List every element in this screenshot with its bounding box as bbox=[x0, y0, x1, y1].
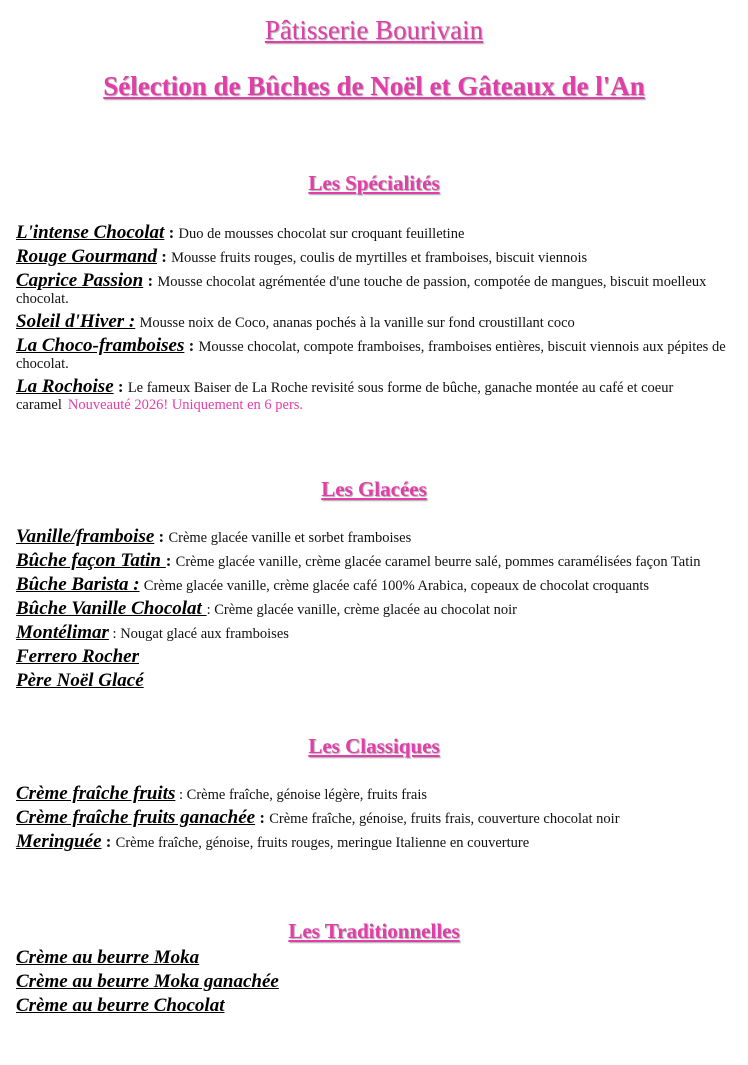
item-separator: : bbox=[175, 787, 187, 804]
item-name-link[interactable]: Bûche Vanille Chocolat bbox=[16, 598, 207, 620]
item-name-link[interactable]: Père Noël Glacé bbox=[16, 670, 144, 692]
list-item bbox=[16, 785, 732, 804]
item-name-link[interactable]: Meringuée bbox=[16, 831, 102, 853]
list-item bbox=[16, 672, 732, 691]
item-description: Crème fraîche, génoise légère, fruits frais bbox=[186, 787, 428, 804]
item-name-link[interactable]: Crème fraîche fruits ganachée bbox=[16, 807, 256, 829]
list-item bbox=[16, 576, 732, 595]
item-description: Mousse chocolat agrémentée d'une touche de passion, compotée de mangues, biscuit moelleux chocolat. bbox=[16, 273, 707, 307]
item-separator: : bbox=[255, 808, 270, 828]
item-description: Mousse fruits rouges, coulis de myrtilles et framboises, biscuit viennois bbox=[171, 249, 588, 266]
item-name-link[interactable]: La Rochoise bbox=[16, 375, 114, 397]
item-name-link[interactable]: Bûche façon Tatin bbox=[16, 550, 166, 572]
item-name-link[interactable]: La Choco-framboises bbox=[16, 334, 185, 356]
item-separator: : bbox=[143, 270, 158, 290]
list-item bbox=[16, 221, 732, 243]
item-separator: : bbox=[165, 551, 176, 571]
item-name-link[interactable]: Caprice Passion bbox=[16, 269, 144, 291]
section-heading-specialites[interactable]: Les Spécialités bbox=[308, 170, 440, 195]
item-name-link[interactable]: L'intense Chocolat bbox=[16, 221, 165, 243]
list-item bbox=[16, 994, 732, 1016]
item-description: Crème glacée vanille, crème glacée au chocolat noir bbox=[214, 602, 517, 619]
item-separator: : bbox=[164, 222, 179, 242]
item-description: Nougat glacé aux framboises bbox=[120, 626, 289, 643]
list-item bbox=[16, 946, 732, 968]
item-description: Crème fraîche, génoise, fruits rouges, meringue Italienne en couverture bbox=[115, 835, 530, 852]
item-name-link[interactable]: Crème fraîche fruits bbox=[16, 783, 176, 805]
list-item bbox=[16, 624, 732, 643]
item-name-link[interactable]: Montélimar bbox=[16, 622, 109, 644]
item-separator: : bbox=[154, 527, 169, 547]
new-item-note: Nouveauté 2026! Uniquement en 6 pers. bbox=[67, 396, 304, 413]
item-separator: : bbox=[156, 246, 172, 266]
item-description: Duo de mousses chocolat sur croquant feuilletine bbox=[178, 225, 465, 242]
list-item bbox=[16, 310, 732, 332]
list-item bbox=[16, 648, 732, 667]
list-item bbox=[16, 245, 732, 267]
item-separator: : bbox=[206, 602, 215, 619]
item-description: Crème glacée vanille, crème glacée caramel beurre salé, pommes caramélisées façon Tatin bbox=[175, 554, 701, 571]
item-separator: : bbox=[108, 626, 121, 643]
specialites-list bbox=[16, 221, 732, 414]
list-item bbox=[16, 334, 732, 373]
section-heading-traditionnelles[interactable]: Les Traditionnelles bbox=[288, 919, 460, 944]
glacees-list bbox=[16, 528, 732, 691]
item-name-link[interactable]: Soleil d'Hiver : bbox=[16, 310, 136, 332]
item-description: Crème glacée vanille et sorbet framboises bbox=[168, 530, 412, 547]
list-item bbox=[16, 552, 732, 571]
shop-name-link[interactable]: Pâtisserie Bourivain bbox=[264, 15, 484, 45]
item-separator: : bbox=[113, 376, 128, 396]
item-name-link[interactable]: Ferrero Rocher bbox=[16, 646, 139, 668]
item-description: Le fameux Baiser de La Roche revisité sous forme de bûche, ganache montée au café et coeur caramel bbox=[16, 379, 674, 413]
traditionnelles-list bbox=[16, 946, 732, 1016]
classiques-list bbox=[16, 785, 732, 852]
item-description: Mousse noix de Coco, ananas pochés à la vanille sur fond croustillant coco bbox=[139, 314, 575, 331]
item-description: Mousse chocolat, compote framboises, framboises entières, biscuit viennois aux pépites de chocolat. bbox=[16, 338, 726, 372]
list-item bbox=[16, 809, 732, 828]
list-item bbox=[16, 375, 732, 414]
section-heading-classiques[interactable]: Les Classiques bbox=[308, 734, 440, 759]
item-separator: : bbox=[184, 335, 199, 355]
section-heading-glacees[interactable]: Les Glacées bbox=[321, 476, 427, 501]
item-description: Crème glacée vanille, crème glacée café 100% Arabica, copeaux de chocolat croquants bbox=[143, 578, 650, 595]
item-name-link[interactable]: Vanille/framboise bbox=[16, 526, 155, 548]
item-separator: : bbox=[101, 832, 116, 852]
item-name-link[interactable]: Bûche Barista : bbox=[16, 574, 140, 596]
page-title-link[interactable]: Sélection de Bûches de Noël et Gâteaux de l'An bbox=[103, 71, 645, 102]
item-name-link[interactable]: Crème au beurre Moka ganachée bbox=[16, 970, 279, 992]
item-name-link[interactable]: Rouge Gourmand bbox=[16, 245, 157, 267]
item-name-link[interactable]: Crème au beurre Moka bbox=[16, 946, 200, 968]
list-item bbox=[16, 269, 732, 308]
list-item bbox=[16, 970, 732, 992]
item-name-link[interactable]: Crème au beurre Chocolat bbox=[16, 994, 225, 1016]
item-description: Crème fraîche, génoise, fruits frais, couverture chocolat noir bbox=[269, 811, 620, 828]
list-item bbox=[16, 600, 732, 619]
list-item bbox=[16, 528, 732, 547]
list-item bbox=[16, 833, 732, 852]
